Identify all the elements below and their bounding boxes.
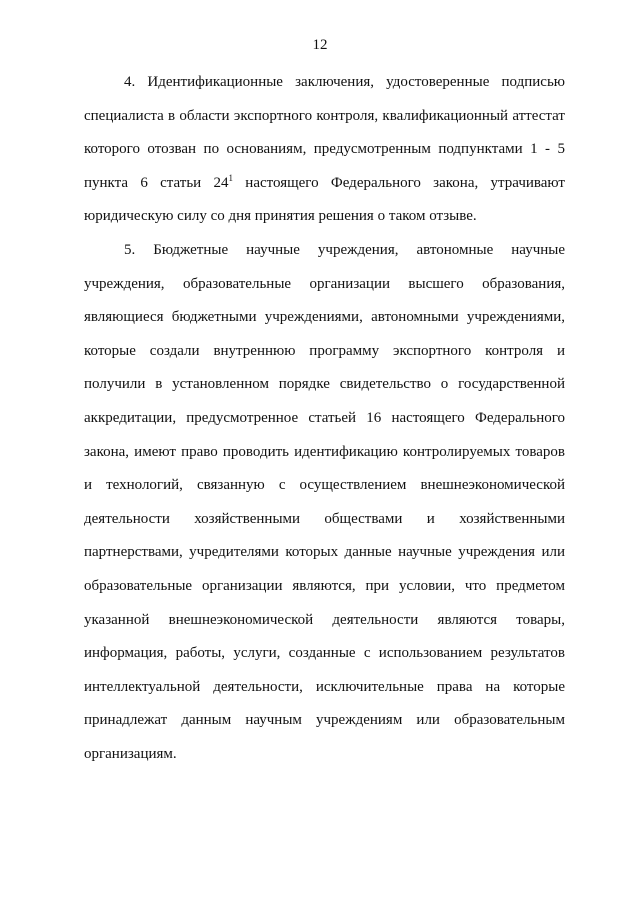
text-line: получили в установленном порядке свидетельство о государственной	[84, 376, 565, 393]
text-line: аккредитации, предусмотренное статьей 16 настоящего Федерального	[84, 409, 565, 426]
text-line: закона, имеют право проводить идентификацию контролируемых товаров	[84, 443, 565, 460]
text-line: и технологий, связанную с осуществлением внешнеэкономической	[84, 477, 565, 494]
text-line: которого отозван по основаниям, предусмотренным подпунктами 1 - 5	[84, 141, 565, 158]
text-line: информация, работы, услуги, созданные с использованием результатов	[84, 645, 565, 662]
text-line: которые создали внутреннюю программу экспортного контроля и	[84, 342, 565, 359]
text-line: специалиста в области экспортного контроля, квалификационный аттестат	[84, 107, 565, 124]
text-line: учреждения, образовательные организации высшего образования,	[84, 275, 565, 292]
document-body	[84, 66, 565, 771]
text-line: являющиеся бюджетными учреждениями, автономными учреждениями,	[84, 309, 565, 326]
text-line: юридическую силу со дня принятия решения о таком отзыве.	[84, 208, 477, 225]
text-line: принадлежат данным научным учреждениям или образовательным	[84, 712, 565, 729]
text-line: деятельности хозяйственными обществами и хозяйственными	[84, 510, 565, 527]
text-line: 4. Идентификационные заключения, удостоверенные подписью	[124, 74, 565, 90]
paragraph	[84, 234, 565, 772]
paragraph	[84, 66, 565, 234]
text-line: 5. Бюджетные научные учреждения, автономные научные	[124, 241, 565, 258]
text-line: пункта 6 статьи $24^1$ настоящего Федерального закона, утрачивают	[84, 172, 565, 191]
text-line: образовательные организации являются, при условии, что предметом	[84, 577, 565, 594]
text-line: партнерствами, учредителями которых данные научные учреждения или	[84, 544, 565, 561]
text-line: интеллектуальной деятельности, исключительные права на которые	[84, 678, 565, 695]
text-line: организациям.	[84, 745, 177, 762]
text-line: указанной внешнеэкономической деятельности являются товары,	[84, 611, 565, 628]
superscript: 1	[228, 172, 233, 183]
page-number: 12	[312, 37, 328, 53]
